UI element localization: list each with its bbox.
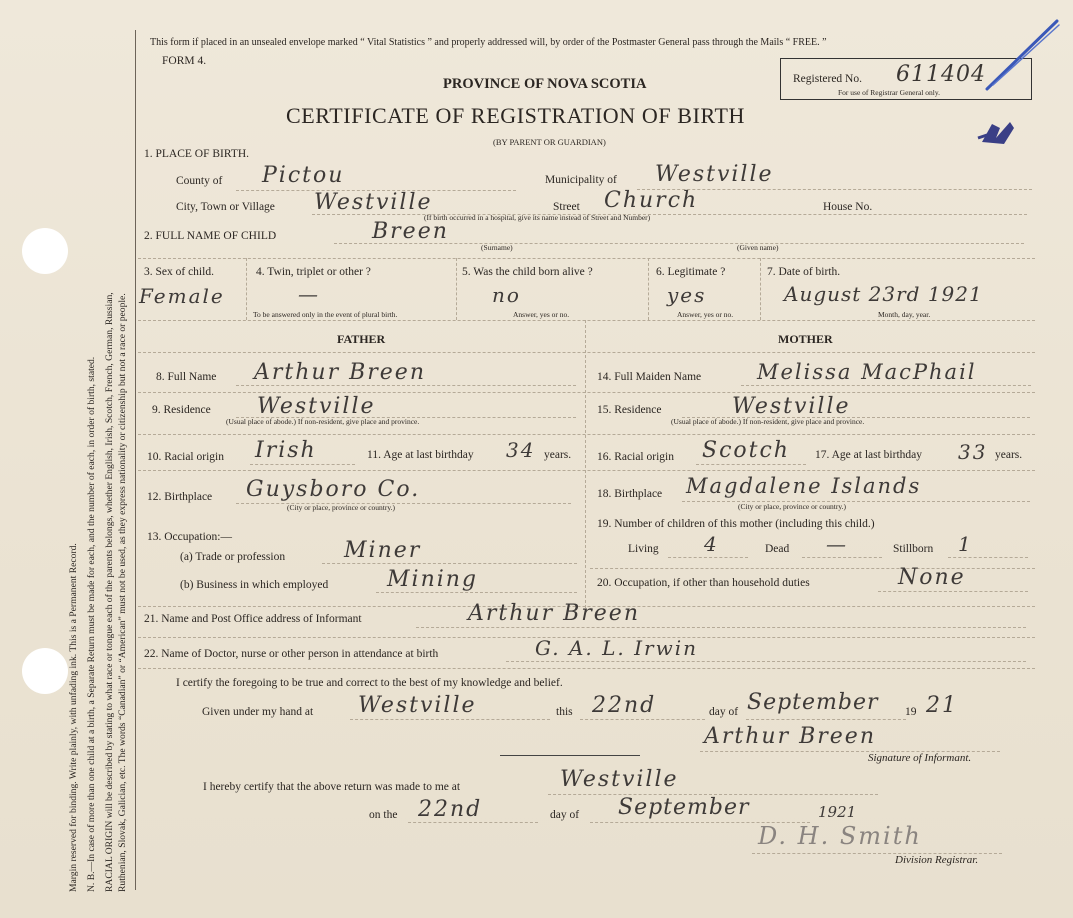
- witness-line: [500, 755, 640, 756]
- stillborn-value: 1: [958, 532, 973, 556]
- sex-value: Female: [139, 284, 225, 308]
- father-birthplace-value: Guysboro Co.: [246, 477, 421, 502]
- alive-value: no: [492, 283, 521, 307]
- registrar-day-value: 22nd: [418, 797, 483, 822]
- county-value: Pictou: [262, 163, 345, 188]
- mother-birthplace-value: Magdalene Islands: [686, 474, 922, 498]
- registrar-year-value: 1921: [818, 803, 857, 821]
- side-note-binding: Margin reserved for binding. Write plainly, with unfading ink. This is a Permanent Record.: [68, 543, 79, 892]
- mother-birthplace-note: (City or place, province or country.): [738, 502, 847, 511]
- father-years-label: years.: [544, 449, 572, 461]
- mother-race-label: 16. Racial origin: [597, 451, 674, 463]
- father-name-label: 8. Full Name: [156, 371, 217, 383]
- mother-residence-value: Westville: [732, 394, 851, 419]
- occupation-label: 13. Occupation:—: [147, 531, 232, 543]
- mother-years-label: years.: [995, 449, 1023, 461]
- mother-occupation-value: None: [898, 565, 966, 590]
- mother-name-value: Melissa MacPhail: [757, 360, 977, 384]
- registrar-caption: Division Registrar.: [895, 854, 979, 866]
- certify-text: I certify the foregoing to be true and correct to the best of my knowledge and belief.: [176, 677, 563, 689]
- mother-occupation-label: 20. Occupation, if other than household duties: [597, 577, 810, 589]
- registered-label: Registered No.: [793, 73, 862, 85]
- twin-label: 4. Twin, triplet or other ?: [256, 266, 371, 278]
- dob-label: 7. Date of birth.: [767, 266, 841, 278]
- father-age-value: 34: [506, 438, 536, 462]
- registrar-day-of-label: day of: [550, 809, 580, 821]
- business-value: Mining: [387, 567, 479, 592]
- mother-race-value: Scotch: [702, 438, 790, 463]
- given-month-value: September: [747, 690, 879, 715]
- living-value: 4: [704, 532, 719, 556]
- child-surname: Breen: [372, 219, 449, 244]
- legitimate-label: 6. Legitimate ?: [656, 266, 726, 278]
- binding-hole-bottom: [22, 648, 68, 694]
- city-label: City, Town or Village: [176, 201, 275, 213]
- mother-age-label: 17. Age at last birthday: [815, 449, 922, 461]
- municipality-label: Municipality of: [545, 174, 617, 186]
- father-residence-note: (Usual place of abode.) If non-resident, give place and province.: [226, 417, 420, 426]
- ink-stamp-mark: [976, 116, 1020, 148]
- hospital-note: (If birth occurred in a hospital, give its name instead of Street and Number): [424, 213, 651, 222]
- registered-number: 611404: [896, 62, 986, 87]
- children-count-label: 19. Number of children of this mother (including this child.): [597, 518, 875, 530]
- day-of-label: day of: [709, 706, 739, 718]
- city-value: Westville: [314, 190, 433, 215]
- municipality-value: Westville: [655, 162, 774, 187]
- father-name-value: Arthur Breen: [254, 360, 426, 385]
- blue-pencil-mark: [985, 15, 1065, 95]
- place-of-birth-label: 1. PLACE OF BIRTH.: [144, 148, 250, 160]
- street-label: Street: [553, 201, 580, 213]
- side-note-multiple-births: N. B.—In case of more than one child at a birth, a Separate Return must be made for each, and the number of each, in order of birth, stated.: [86, 356, 97, 892]
- mother-heading: MOTHER: [778, 332, 833, 346]
- province-heading: PROVINCE OF NOVA SCOTIA: [443, 76, 647, 92]
- father-birthplace-note: (City or place, province or country.): [287, 503, 396, 512]
- signature-caption: Signature of Informant.: [868, 752, 972, 764]
- dead-label: Dead: [765, 543, 790, 555]
- year-suffix-value: 21: [926, 693, 958, 718]
- house-no-label: House No.: [823, 201, 873, 213]
- child-name-label: 2. FULL NAME OF CHILD: [144, 230, 277, 242]
- dob-note: Month, day, year.: [878, 310, 931, 319]
- registrar-use-note: For use of Registrar General only.: [838, 88, 940, 97]
- informant-signature: Arthur Breen: [704, 724, 876, 749]
- given-place-value: Westville: [358, 693, 477, 718]
- on-the-label: on the: [369, 809, 398, 821]
- father-age-label: 11. Age at last birthday: [367, 449, 474, 461]
- mother-residence-note: (Usual place of abode.) If non-resident, give place and province.: [671, 417, 865, 426]
- this-label: this: [556, 706, 573, 718]
- alive-note: Answer, yes or no.: [513, 310, 570, 319]
- twin-note: To be answered only in the event of plural birth.: [253, 310, 398, 319]
- given-under-label: Given under my hand at: [202, 706, 314, 718]
- side-note-nationality: Ruthenian, Slovak, Galician, etc. The words “Canadian” or “American” must not be used, as they express nationality or citizenship but not a race or people.: [117, 293, 128, 892]
- living-label: Living: [628, 543, 659, 555]
- binding-hole-top: [22, 228, 68, 274]
- father-heading: FATHER: [337, 332, 386, 346]
- certificate-title: CERTIFICATE OF REGISTRATION OF BIRTH: [286, 103, 745, 128]
- county-label: County of: [176, 175, 223, 187]
- dob-value: August 23rd 1921: [784, 282, 983, 306]
- business-label: (b) Business in which employed: [180, 579, 329, 591]
- legitimate-value: yes: [667, 283, 707, 307]
- form-number: FORM 4.: [162, 55, 207, 67]
- father-residence-value: Westville: [257, 394, 376, 419]
- trade-label: (a) Trade or profession: [180, 551, 286, 563]
- trade-value: Miner: [344, 538, 422, 563]
- registrar-place-value: Westville: [560, 767, 679, 792]
- mail-note: This form if placed in an unsealed envelope marked “ Vital Statistics ” and properly addressed will, by order of the Postmaster General pass through the Mails “ FREE. ”: [150, 37, 827, 48]
- side-note-racial-origin: RACIAL ORIGIN will be described by stating to what race or tongue each of the parents belongs, whether English, Irish, Scotch, French, German, Russian,: [104, 292, 115, 892]
- surname-caption: (Surname): [481, 243, 513, 252]
- father-race-value: Irish: [255, 438, 317, 463]
- margin-rule: [135, 30, 136, 890]
- given-day-value: 22nd: [592, 693, 657, 718]
- registrar-signature: D. H. Smith: [758, 822, 922, 850]
- dead-value: —: [826, 532, 848, 556]
- legitimate-note: Answer, yes or no.: [677, 310, 734, 319]
- registrar-certify-text: I hereby certify that the above return was made to me at: [203, 781, 461, 793]
- doctor-value: G. A. L. Irwin: [535, 636, 698, 660]
- alive-label: 5. Was the child born alive ?: [462, 266, 593, 278]
- stillborn-label: Stillborn: [893, 543, 934, 555]
- doctor-label: 22. Name of Doctor, nurse or other person in attendance at birth: [144, 648, 439, 660]
- mother-name-label: 14. Full Maiden Name: [597, 371, 702, 383]
- street-value: Church: [604, 188, 699, 213]
- mother-age-value: 33: [958, 440, 988, 464]
- mother-residence-label: 15. Residence: [597, 404, 662, 416]
- twin-value: —: [298, 282, 320, 306]
- father-residence-label: 9. Residence: [152, 404, 211, 416]
- informant-value: Arthur Breen: [468, 601, 640, 626]
- given-name-caption: (Given name): [737, 243, 779, 252]
- mother-birthplace-label: 18. Birthplace: [597, 488, 663, 500]
- father-race-label: 10. Racial origin: [147, 451, 224, 463]
- registrar-month-value: September: [618, 795, 750, 820]
- informant-label: 21. Name and Post Office address of Informant: [144, 613, 362, 625]
- year-prefix: 19: [905, 706, 917, 718]
- sex-label: 3. Sex of child.: [144, 266, 214, 278]
- father-birthplace-label: 12. Birthplace: [147, 491, 213, 503]
- certificate-subtitle: (BY PARENT OR GUARDIAN): [493, 137, 606, 147]
